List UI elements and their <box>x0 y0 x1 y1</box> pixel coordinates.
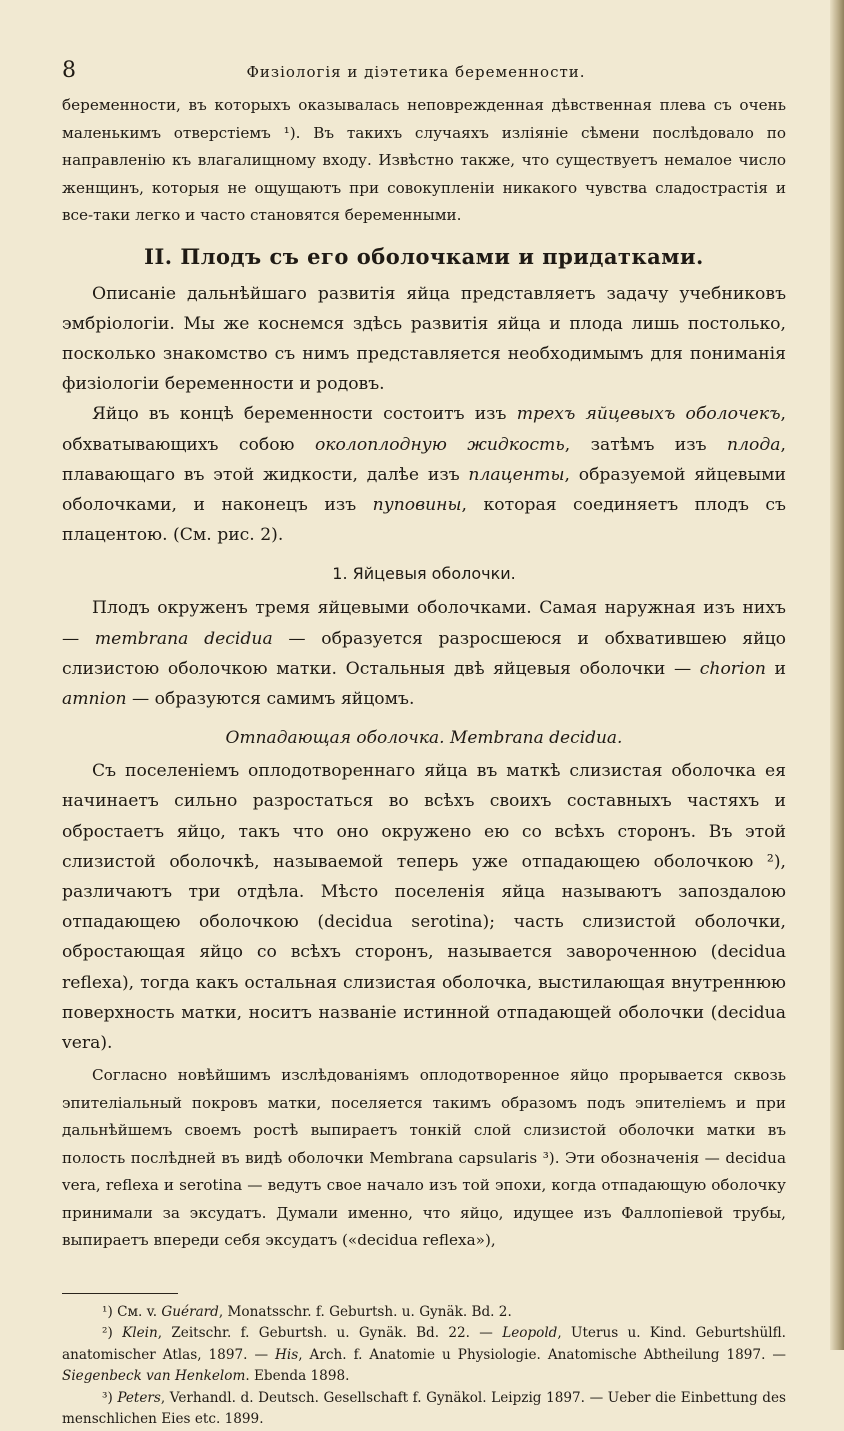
emphasis-umbilical-cord: пуповины <box>372 494 462 515</box>
text-run: , Verhandl. d. Deutsch. Gesellschaft f. Gynäkol. Leipzig 1897. — Ueber die Einbettung des menschlichen Eies etc. 1899. <box>62 1389 786 1428</box>
footnote-1 <box>62 1302 786 1324</box>
emphasis-placenta: плаценты <box>468 464 565 485</box>
intro-paragraph: беременности, въ которыхъ оказывалась неповрежденная дѣвственная плева съ очень маленькимъ отверстiемъ ¹). Въ такихъ случаяхъ излiянiе сѣмени послѣдовало по направленiю къ влагалищному входу. Извѣстно также, что существуетъ немалое число женщинъ, которыя не ощущаютъ при совокупленiи никакого чувства сладострастiя и все-таки легко и часто становятся беременными. <box>62 96 786 224</box>
book-page <box>62 58 786 1431</box>
text-run: Плодъ окруженъ тремя яйцевыми оболочками. Самая наружная изъ нихъ — <box>62 598 786 649</box>
text-run: и <box>765 658 786 679</box>
paragraph-embryology: Описанiе дальнѣйшаго развитiя яйца представляетъ задачу учебниковъ эмбрiологiи. Мы же коснемся здѣсь развитiя яйца и плода лишь постолько, посколько знакомство съ нимъ представляется необходимымъ для пониманiя физiологiи беременности и родовъ. <box>62 283 786 395</box>
author-name: Siegenbeck van Henkelom <box>62 1368 246 1385</box>
page-number: 8 <box>62 58 76 83</box>
emphasis-amniotic-fluid: околоплодную жидкость <box>314 434 565 455</box>
text-run: . Ebenda 1898. <box>245 1368 350 1385</box>
text-run: , Monatsschr. f. Geburtsh. u. Gynäk. Bd. 2. <box>218 1303 512 1320</box>
author-name: Guérard <box>161 1303 219 1320</box>
text-run: , которая соединяетъ плодъ съ плацентою. (См. рис. 2). <box>62 494 786 546</box>
paragraph-decidua: Съ поселенiемъ оплодотвореннаго яйца въ маткѣ слизистая оболочка ея начинаетъ сильно разростаться во всѣхъ своихъ составныхъ частяхъ и обростаетъ яйцо, такъ что оно окружено ею со всѣхъ сторонъ. Въ этой слизистой оболочкѣ, называемой теперь уже отпадающею оболочкою ²), различаютъ три отдѣла. Мѣсто поселенiя яйца называютъ запоздалою отпадающею оболочкою (decidua serotina); часть слизистой оболочки, обростающая яйцо со всѣхъ сторонъ, называется завороченною (decidua reflexa), тогда какъ остальная слизистая оболочка, выстилающая внутреннюю поверхность матки, носитъ названiе истинной отпадающей оболочки (decidua vera). <box>62 761 786 1053</box>
text-run: ¹) См. v. <box>102 1303 162 1320</box>
footnote-divider <box>62 1293 178 1294</box>
running-title: Физiологiя и дiэтетика беременности. <box>246 63 586 81</box>
author-name: His <box>275 1346 299 1363</box>
footnote-2 <box>62 1323 786 1388</box>
author-name: Klein <box>122 1325 158 1342</box>
emphasis-amnion: amnion <box>62 688 127 709</box>
subheading-decidua: Отпадающая оболочка. Membrana decidua. <box>225 728 623 749</box>
text-run: , плавающаго въ этой жидкости, далѣе изъ <box>62 434 786 485</box>
text-run: ³) <box>102 1389 118 1406</box>
paragraph-recent-research: Согласно новѣйшимъ изслѣдованiямъ оплодотворенное яйцо прорывается сквозь эпителiальный покровъ матки, поселяется такимъ образомъ подъ эпителiемъ и при дальнѣйшемъ своемъ ростѣ выпираетъ тонкiй слой слизистой оболочки матки въ полость послѣдней въ видѣ оболочки Membrana capsularis ³). Эти обозначенiя — decidua vera, reflexa и serotina — ведутъ свое начало изъ той эпохи, когда отпадающую оболочку принимали за эксудатъ. Думали именно, что яйцо, идущее изъ Фаллопiевой трубы, выпираетъ впереди себя эксудатъ («decidua reflexa»), <box>62 1066 786 1250</box>
text-run: , затѣмъ изъ <box>564 434 727 455</box>
text-run: Яйцо въ концѣ беременности состоитъ изъ <box>92 404 517 425</box>
text-run: — образуются самимъ яйцомъ. <box>126 688 415 709</box>
text-run: , Zeitschr. f. Geburtsh. u. Gynäk. Bd. 22. — <box>157 1325 503 1342</box>
text-run: — образуется разросшеюся и обхватившею яйцо слизистою оболочкою матки. Остальныя двѣ яйцевыя оболочки — <box>62 628 786 679</box>
section-title: II. Плодъ съ его оболочками и придатками. <box>144 243 704 269</box>
emphasis-membrana-decidua: membrana decidua <box>94 628 273 649</box>
paragraph-membranes <box>62 593 786 714</box>
page-header <box>62 58 786 92</box>
text-run: , Uterus u. Kind. Geburtshülfl. anatomischer Atlas, 1897. — <box>62 1325 786 1363</box>
footnote-3 <box>62 1388 786 1431</box>
paragraph-egg-composition <box>62 399 786 550</box>
page-edge <box>830 0 844 1350</box>
author-name: Peters <box>117 1389 161 1406</box>
text-run: , Arch. f. Anatomie u Physiologie. Anatomische Abtheilung 1897. — <box>298 1346 786 1363</box>
subsection-title: 1. Яйцевыя оболочки. <box>332 564 516 584</box>
text-run: , обхватывающихъ собою <box>62 404 787 455</box>
text-run: , образуемой яйцевыми оболочками, и наконецъ изъ <box>62 464 786 515</box>
author-name: Leopold <box>502 1325 558 1342</box>
emphasis-three-membranes: трехъ яйцевыхъ оболочекъ <box>516 404 781 425</box>
emphasis-chorion: chorion <box>699 658 766 679</box>
emphasis-fetus: плода <box>727 434 781 455</box>
text-run: ²) <box>102 1325 123 1342</box>
